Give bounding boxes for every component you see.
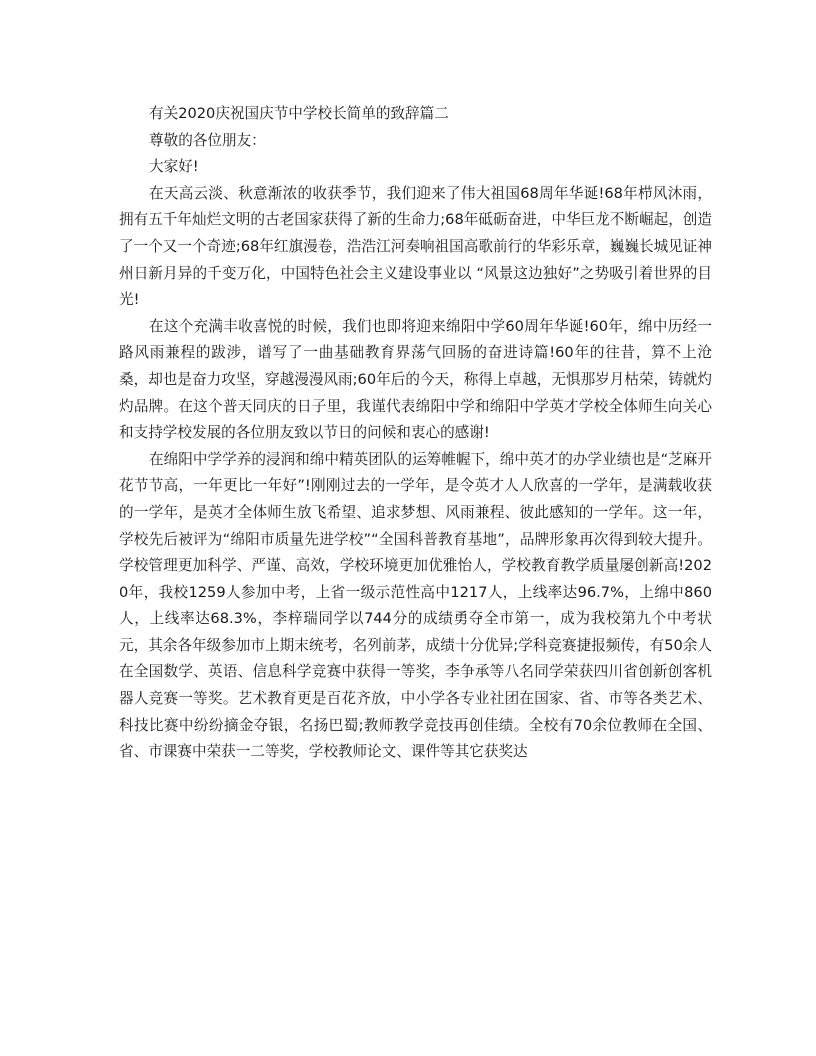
paragraph: 在天高云淡、秋意渐浓的收获季节，我们迎来了伟大祖国68周年华诞!68年栉风沐雨，拥有五千年灿烂文明的古老国家获得了新的生命力;68年砥砺奋进，中华巨龙不断崛起，创造了一个又一个奇迹;68年红旗漫卷，浩浩江河奏响祖国高歌前行的华彩乐章，巍巍长城见证神州日新月异的千变万化，中国特色社会主义建设事业以 “风景这边独好”之势吸引着世界的目光! [119,184,712,309]
salutation: 尊敬的各位朋友： [149,131,266,149]
greeting: 大家好! [149,158,199,176]
document-body [119,101,712,766]
paragraph: 在绵阳中学学养的浸润和绵中精英团队的运筹帷幄下，绵中英才的办学业绩也是“芝麻开花节节高，一年更比一年好”!刚刚过去的一学年，是令英才人人欣喜的一学年，是满载收获的一学年，是英才全体师生放飞希望、追求梦想、风雨兼程、彼此感知的一学年。这一年，学校先后被评为“绵阳市质量先进学校”“全国科普教育基地”，品牌形象再次得到较大提升。学校管理更加科学、严谨、高效，学校环境更加优雅怡人，学校教育教学质量屡创新高!2020年，我校1259人参加中考，上省一级示范性高中1217人，上线率达96.7%，上绵中860人，上线率达68.3%，李梓瑞同学以744分的成绩勇夺全市第一，成为我校第九个中考状元，其余各年级参加市上期末统考，名列前茅，成绩十分优异;学科竞赛捷报频传，有50余人在全国数学、英语、信息科学竞赛中获得一等奖，李争承等八名同学荣获四川省创新创客机器人竞赛一等奖。艺术教育更是百花齐放，中小学各专业社团在国家、省、市等各类艺术、科技比赛中纷纷摘金夺银，名扬巴蜀;教师教学竞技再创佳绩。全校有70余位教师在全国、省、市课赛中荣获一二等奖，学校教师论文、课件等其它获奖达 [119,450,712,761]
paragraph: 在这个充满丰收喜悦的时候，我们也即将迎来绵阳中学60周年华诞!60年，绵中历经一路风雨兼程的跋涉，谱写了一曲基础教育界荡气回肠的奋进诗篇!60年的往昔，算不上沧桑，却也是奋力攻坚，穿越漫漫风雨;60年后的今天，称得上卓越，无惧那岁月枯荣，铸就灼灼品牌。在这个普天同庆的日子里，我谨代表绵阳中学和绵阳中学英才学校全体师生向关心和支持学校发展的各位朋友致以节日的问候和衷心的感谢! [119,317,712,442]
document-title: 有关2020庆祝国庆节中学校长简单的致辞篇二 [149,105,449,122]
